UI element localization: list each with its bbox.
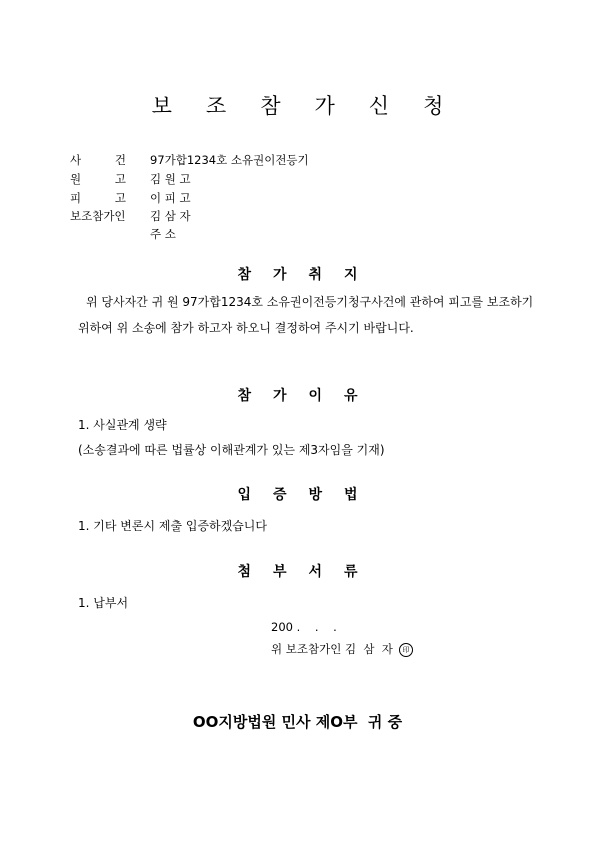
date-line: 200 . . . [271, 620, 337, 634]
plaintiff-value: 김 원 고 [150, 172, 191, 186]
signature-text: 위 보조참가인 김 삼 자 [271, 642, 393, 656]
intervenor-label: 보조참가인 [70, 209, 126, 223]
case-value: 97가합1234호 소유권이전등기 [150, 153, 309, 167]
attachments-heading: 첨부서류 [237, 564, 380, 580]
document-title: 보조참가신청 [151, 94, 478, 118]
seal-icon: 印 [399, 643, 413, 657]
reason-heading: 참가이유 [237, 388, 380, 404]
court-addressee: OO지방법원 민사 제O부 귀 중 [192, 713, 403, 731]
purpose-heading: 참가취지 [237, 267, 380, 283]
signature-line [271, 641, 413, 657]
evidence-heading: 입증방법 [237, 487, 380, 503]
defendant-label: 피 고 [70, 191, 126, 205]
plaintiff-label: 원 고 [70, 172, 126, 186]
intervenor-value: 김 삼 자 [150, 209, 191, 223]
reason-line-1: 1. 사실관계 생략 [78, 418, 167, 432]
case-label: 사 건 [70, 153, 126, 167]
address-value: 주 소 [150, 227, 176, 241]
evidence-line-1: 1. 기타 변론시 제출 입증하겠습니다 [78, 519, 267, 533]
purpose-text: 위 당사자간 귀 원 97가합1234호 소유권이전등기청구사건에 관하여 피고를 보조하기 위하여 위 소송에 참가 하고자 하오니 결정하여 주시기 바랍니다. [78, 295, 534, 335]
reason-line-2: (소송결과에 따른 법률상 이해관계가 있는 제3자임을 기재) [78, 443, 385, 457]
defendant-value: 이 피 고 [150, 191, 191, 205]
attachments-line-1: 1. 납부서 [78, 596, 129, 610]
